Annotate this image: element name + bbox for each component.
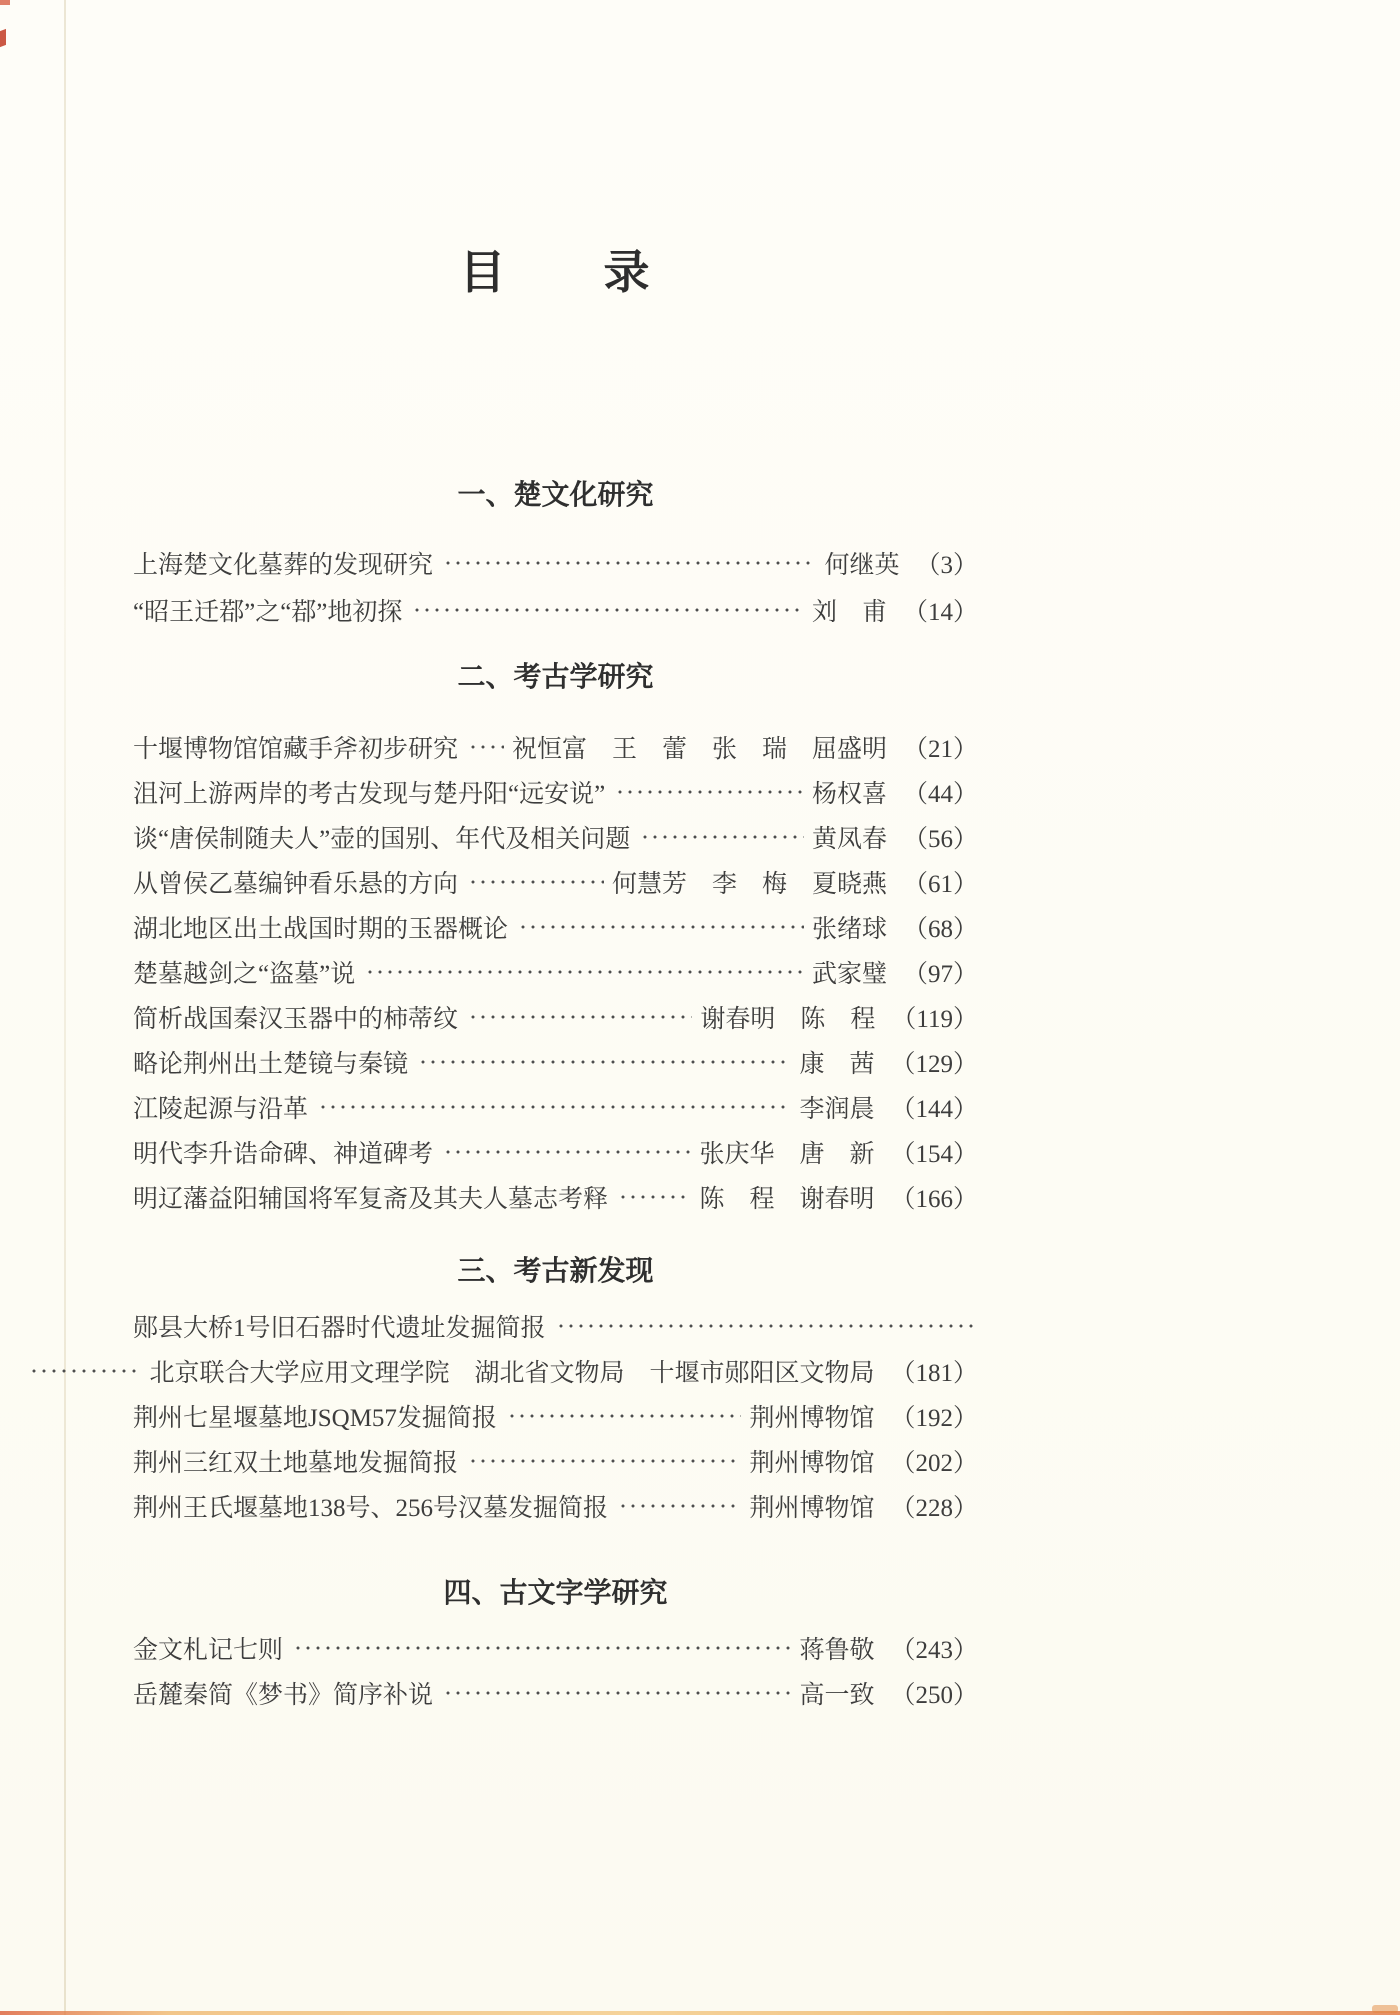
toc-entry: [133, 1439, 978, 1484]
entry-page-number: （129）: [890, 1050, 978, 1078]
toc-entry: [133, 587, 978, 634]
entry-title: 荆州三红双土地墓地发掘简报: [133, 1450, 459, 1478]
section-3-entries: [133, 1304, 978, 1529]
entry-title: 江陵起源与沿革: [133, 1095, 309, 1123]
entry-title: 荆州王氏堰墓地138号、256号汉墓发掘简报: [133, 1495, 609, 1523]
entry-title: 从曾侯乙墓编钟看乐悬的方向: [133, 870, 459, 898]
scan-red-edge-mark: [0, 0, 10, 5]
toc-entry: [133, 1084, 978, 1129]
entry-page-number: （228）: [890, 1495, 978, 1523]
toc-entry: [133, 859, 978, 904]
toc-entry: [133, 994, 978, 1039]
entry-title: 上海楚文化墓葬的发现研究: [133, 552, 434, 580]
toc-entry: [133, 1394, 978, 1439]
entry-title: 岳麓秦简《梦书》简序补说: [133, 1681, 434, 1709]
entry-page-number: （192）: [890, 1405, 978, 1433]
entry-page-number: （97）: [902, 960, 978, 988]
dot-leader: [418, 1057, 791, 1067]
entry-title: 郧县大桥1号旧石器时代遗址发掘简报: [133, 1315, 546, 1343]
entry-title: 沮河上游两岸的考古发现与楚丹阳“远安说”: [133, 780, 606, 808]
entry-authors: 何继英: [824, 552, 900, 580]
entry-authors: 张庆华 唐 新: [699, 1140, 875, 1168]
entry-page-number: （68）: [902, 915, 978, 943]
dot-leader: [518, 922, 804, 932]
toc-entry-continuation-line: [133, 1349, 978, 1394]
section-2-entries: [133, 724, 978, 1219]
toc-entry-title-line: [133, 1304, 978, 1349]
dot-leader: [556, 1321, 978, 1331]
scan-red-edge-mark: [0, 29, 6, 47]
entry-page-number: （21）: [902, 735, 978, 763]
toc-entry: [133, 1039, 978, 1084]
toc-entry: [133, 1625, 978, 1670]
toc-entry: [133, 1129, 978, 1174]
toc-content: [133, 0, 978, 1715]
section-heading-4: 四、古文字学研究: [443, 1576, 668, 1608]
scan-bottom-edge-artifact: [0, 2011, 1400, 2015]
entry-authors: 荆州博物馆: [749, 1450, 875, 1478]
dot-leader: [468, 742, 504, 752]
entry-title: 谈“唐侯制随夫人”壶的国别、年代及相关问题: [133, 825, 631, 853]
entry-authors: 祝恒富 王 蕾 张 瑞 屈盛明: [511, 735, 887, 763]
section-heading-1: 一、楚文化研究: [457, 479, 654, 510]
dot-leader: [618, 1192, 691, 1202]
entry-authors: 陈 程 谢春明: [699, 1185, 875, 1213]
entry-authors: 康 茜: [799, 1050, 875, 1078]
entry-page-number: （181）: [890, 1360, 978, 1388]
page-title: 目 录: [459, 247, 652, 298]
entry-page-number: （154）: [890, 1140, 978, 1168]
entry-authors: 荆州博物馆: [749, 1495, 875, 1523]
entry-authors: 武家璧: [811, 960, 887, 988]
toc-entry: [133, 724, 978, 769]
toc-entry: [133, 1174, 978, 1219]
entry-page-number: （202）: [890, 1450, 978, 1478]
entry-authors: 刘 甫: [811, 599, 887, 627]
section-heading-3: 三、考古新发现: [457, 1255, 654, 1287]
entry-title: 明代李升诰命碑、神道碑考: [133, 1140, 434, 1168]
entry-title: 简析战国秦汉玉器中的柿蒂纹: [133, 1005, 459, 1033]
entry-title: 十堰博物馆馆藏手斧初步研究: [133, 735, 459, 763]
entry-page-number: （166）: [890, 1185, 978, 1213]
toc-entry: [133, 949, 978, 994]
entry-page-number: （44）: [902, 780, 978, 808]
entry-page-number: （144）: [890, 1095, 978, 1123]
dot-leader: [293, 1643, 791, 1653]
dot-leader: [618, 1501, 741, 1511]
entry-title: 明辽藩益阳辅国将军复斋及其夫人墓志考释: [133, 1185, 609, 1213]
entry-title: “昭王迁鄀”之“鄀”地初探: [133, 599, 403, 627]
toc-entry: [133, 540, 978, 587]
scan-corner-artifact: [1372, 2005, 1398, 2013]
section-heading-2: 二、考古学研究: [457, 660, 654, 692]
dot-leader: [615, 787, 804, 797]
entry-authors: 高一致: [799, 1681, 875, 1709]
entry-authors: 何慧芳 李 梅 夏晓燕: [611, 870, 887, 898]
entry-title: 湖北地区出土战国时期的玉器概论: [133, 915, 509, 943]
dot-leader: [468, 1012, 692, 1022]
section-4-entries: [133, 1625, 978, 1715]
dot-leader: [29, 1366, 141, 1376]
entry-page-number: （119）: [891, 1005, 978, 1033]
entry-authors: 杨权喜: [811, 780, 887, 808]
entry-page-number: （243）: [890, 1636, 978, 1664]
dot-leader: [507, 1411, 742, 1421]
entry-authors: 张绪球: [811, 915, 887, 943]
entry-title: 荆州七星堰墓地JSQM57发掘简报: [133, 1405, 497, 1433]
entry-title: 楚墓越剑之“盗墓”说: [133, 960, 356, 988]
toc-entry: [133, 904, 978, 949]
entry-authors: 荆州博物馆: [749, 1405, 875, 1433]
dot-leader: [318, 1102, 791, 1112]
toc-entry: [133, 814, 978, 859]
entry-page-number: （56）: [902, 825, 978, 853]
dot-leader: [640, 832, 804, 842]
entry-authors: 谢春明 陈 程: [700, 1005, 876, 1033]
dot-leader: [365, 967, 804, 977]
toc-entry: [133, 769, 978, 814]
entry-authors: 李润晨: [799, 1095, 875, 1123]
entry-authors: 北京联合大学应用文理学院 湖北省文物局 十堰市郧阳区文物局: [149, 1360, 875, 1388]
entry-title: 略论荆州出土楚镜与秦镜: [133, 1050, 409, 1078]
entry-authors: 黄凤春: [811, 825, 887, 853]
entry-page-number: （61）: [902, 870, 978, 898]
dot-leader: [443, 558, 816, 568]
section-1-entries: [133, 540, 978, 634]
entry-page-number: （3）: [915, 552, 978, 580]
toc-entry: [133, 1670, 978, 1715]
dot-leader: [468, 1456, 741, 1466]
entry-title: 金文札记七则: [133, 1636, 284, 1664]
dot-leader: [443, 1688, 791, 1698]
dot-leader: [468, 877, 604, 887]
dot-leader: [443, 1147, 691, 1157]
toc-entry: [133, 1484, 978, 1529]
dot-leader: [412, 605, 804, 615]
entry-page-number: （14）: [902, 599, 978, 627]
entry-page-number: （250）: [890, 1681, 978, 1709]
entry-authors: 蒋鲁敬: [799, 1636, 875, 1664]
scan-crease-line: [64, 0, 66, 2015]
